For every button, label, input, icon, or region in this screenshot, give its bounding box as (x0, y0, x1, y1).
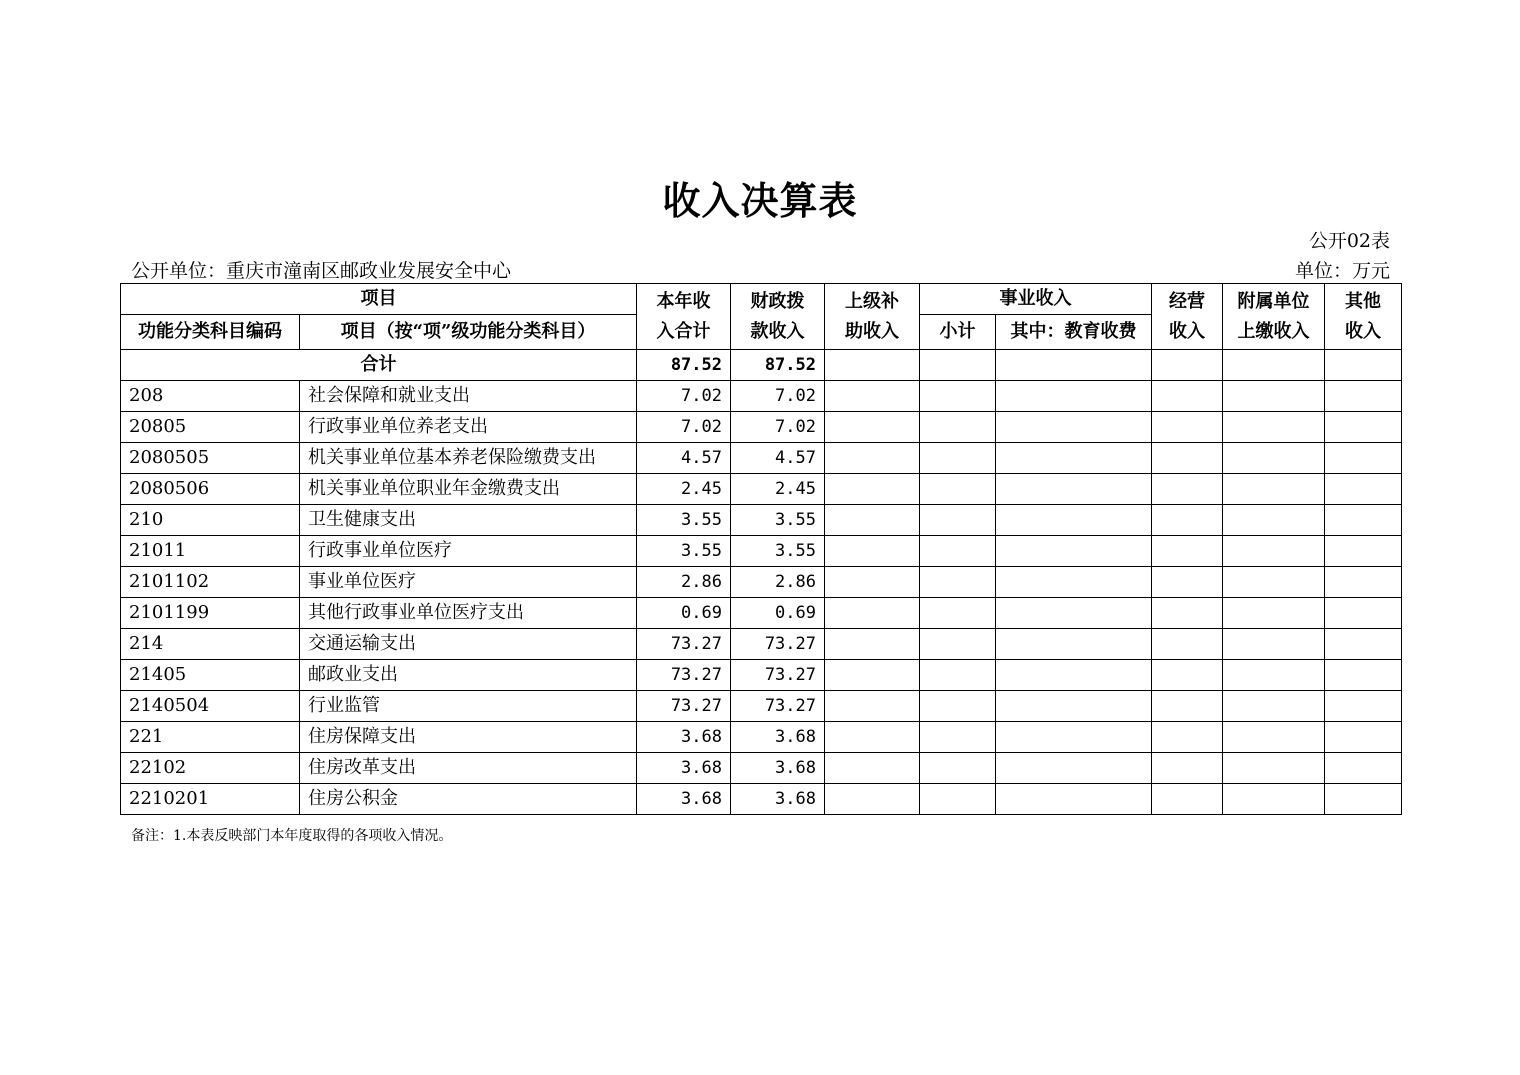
code-cell: 2080506 (121, 474, 300, 505)
empty-cell (825, 443, 920, 474)
header-affiliated-line2: 上缴收入 (1237, 320, 1310, 342)
empty-cell (1152, 753, 1223, 784)
name-cell: 其他行政事业单位医疗支出 (300, 598, 637, 629)
empty-cell (920, 598, 996, 629)
empty-cell (1152, 412, 1223, 443)
total-income-cell: 3.68 (637, 722, 731, 753)
empty-cell (920, 536, 996, 567)
table-row (121, 598, 1402, 629)
code-cell: 210 (121, 505, 300, 536)
empty-cell (996, 505, 1152, 536)
empty-cell (920, 443, 996, 474)
empty-cell (996, 412, 1152, 443)
empty-cell (1152, 350, 1223, 381)
empty-cell (1325, 536, 1402, 567)
empty-cell (825, 536, 920, 567)
income-table (120, 283, 1402, 815)
fiscal-income-cell: 0.69 (731, 598, 825, 629)
header-business-subtotal: 小计 (920, 315, 996, 350)
header-other-line2: 收入 (1345, 320, 1381, 342)
empty-cell (1325, 691, 1402, 722)
name-cell: 行政事业单位养老支出 (300, 412, 637, 443)
code-cell: 208 (121, 381, 300, 412)
empty-cell (920, 381, 996, 412)
table-header (121, 284, 1402, 350)
empty-cell (920, 474, 996, 505)
empty-cell (996, 629, 1152, 660)
code-cell: 22102 (121, 753, 300, 784)
total-income-cell: 3.55 (637, 505, 731, 536)
empty-cell (1152, 443, 1223, 474)
total-income-cell: 7.02 (637, 412, 731, 443)
name-cell: 住房公积金 (300, 784, 637, 815)
empty-cell (920, 784, 996, 815)
fiscal-income-cell: 3.68 (731, 722, 825, 753)
name-cell: 住房保障支出 (300, 722, 637, 753)
code-cell: 21011 (121, 536, 300, 567)
table-row (121, 536, 1402, 567)
fiscal-income-cell: 3.55 (731, 536, 825, 567)
currency-unit: 单位：万元 (1294, 260, 1390, 282)
header-operating-line1: 经营 (1169, 290, 1205, 312)
empty-cell (1152, 474, 1223, 505)
form-number: 公开02表 (1308, 230, 1390, 252)
header-fiscal-line1: 财政拨 (750, 290, 805, 312)
total-income-cell: 0.69 (637, 598, 731, 629)
empty-cell (1325, 474, 1402, 505)
name-cell: 卫生健康支出 (300, 505, 637, 536)
header-affiliated-line1: 附属单位 (1237, 290, 1310, 312)
header-operating-line2: 收入 (1169, 320, 1205, 342)
empty-cell (1223, 691, 1325, 722)
empty-cell (1325, 505, 1402, 536)
name-cell: 事业单位医疗 (300, 567, 637, 598)
empty-cell (920, 753, 996, 784)
table-row (121, 474, 1402, 505)
empty-cell (825, 474, 920, 505)
name-cell: 住房改革支出 (300, 753, 637, 784)
empty-cell (996, 753, 1152, 784)
total-income-cell: 7.02 (637, 381, 731, 412)
table-row (121, 691, 1402, 722)
reporting-unit: 公开单位：重庆市潼南区邮政业发展安全中心 (131, 260, 512, 282)
header-operating-income (1152, 284, 1223, 350)
empty-cell (1152, 567, 1223, 598)
empty-cell (1152, 691, 1223, 722)
table-row (121, 412, 1402, 443)
code-cell: 2080505 (121, 443, 300, 474)
empty-cell (1223, 660, 1325, 691)
fiscal-income-cell: 7.02 (731, 381, 825, 412)
fiscal-income-cell: 3.68 (731, 784, 825, 815)
code-cell: 214 (121, 629, 300, 660)
header-item: 项目 (121, 284, 637, 315)
empty-cell (825, 784, 920, 815)
header-name: 项目（按“项”级功能分类科目） (300, 315, 637, 350)
empty-cell (1325, 443, 1402, 474)
total-income-cell: 3.55 (637, 536, 731, 567)
empty-cell (1223, 474, 1325, 505)
empty-cell (996, 443, 1152, 474)
empty-cell (1325, 412, 1402, 443)
total-income-cell: 3.68 (637, 784, 731, 815)
empty-cell (996, 691, 1152, 722)
empty-cell (825, 567, 920, 598)
empty-cell (1223, 350, 1325, 381)
empty-cell (825, 722, 920, 753)
header-fiscal-income (731, 284, 825, 350)
empty-cell (1152, 381, 1223, 412)
total-income-cell: 2.86 (637, 567, 731, 598)
empty-cell (1152, 722, 1223, 753)
empty-cell (1223, 505, 1325, 536)
header-superior-line2: 助收入 (845, 320, 899, 342)
empty-cell (996, 350, 1152, 381)
code-cell: 2101199 (121, 598, 300, 629)
empty-cell (920, 629, 996, 660)
code-cell: 20805 (121, 412, 300, 443)
empty-cell (1325, 567, 1402, 598)
total-row (121, 350, 1402, 381)
empty-cell (825, 691, 920, 722)
empty-cell (1325, 381, 1402, 412)
fiscal-income-cell: 2.45 (731, 474, 825, 505)
empty-cell (996, 784, 1152, 815)
code-cell: 2101102 (121, 567, 300, 598)
empty-cell (920, 567, 996, 598)
total-income-cell: 73.27 (637, 691, 731, 722)
name-cell: 行业监管 (300, 691, 637, 722)
total-income-cell: 2.45 (637, 474, 731, 505)
code-cell: 21405 (121, 660, 300, 691)
header-total-line2: 入合计 (656, 320, 711, 342)
name-cell: 社会保障和就业支出 (300, 381, 637, 412)
table-row (121, 381, 1402, 412)
empty-cell (825, 381, 920, 412)
empty-cell (1325, 598, 1402, 629)
table-row (121, 629, 1402, 660)
empty-cell (825, 412, 920, 443)
empty-cell (1325, 629, 1402, 660)
empty-cell (1325, 722, 1402, 753)
header-total-line1: 本年收 (656, 290, 711, 312)
empty-cell (920, 412, 996, 443)
empty-cell (1223, 722, 1325, 753)
empty-cell (996, 381, 1152, 412)
empty-cell (996, 474, 1152, 505)
fiscal-income-cell: 4.57 (731, 443, 825, 474)
name-cell: 交通运输支出 (300, 629, 637, 660)
empty-cell (920, 350, 996, 381)
empty-cell (920, 660, 996, 691)
empty-cell (1223, 629, 1325, 660)
empty-cell (1223, 381, 1325, 412)
fiscal-income-cell: 3.55 (731, 505, 825, 536)
name-cell: 行政事业单位医疗 (300, 536, 637, 567)
fiscal-income-cell: 7.02 (731, 412, 825, 443)
header-superior-line1: 上级补 (845, 290, 899, 312)
fiscal-income-cell: 3.68 (731, 753, 825, 784)
total-income-cell: 3.68 (637, 753, 731, 784)
table-row (121, 784, 1402, 815)
fiscal-income-cell: 73.27 (731, 660, 825, 691)
total-income-cell: 73.27 (637, 629, 731, 660)
header-other-line1: 其他 (1345, 290, 1381, 312)
empty-cell (1152, 660, 1223, 691)
table-row (121, 660, 1402, 691)
table-row (121, 567, 1402, 598)
header-affiliated-income (1223, 284, 1325, 350)
total-income-cell: 73.27 (637, 660, 731, 691)
page-title: 收入决算表 (662, 178, 858, 223)
header-business-edu: 其中：教育收费 (996, 315, 1152, 350)
empty-cell (996, 598, 1152, 629)
header-superior-subsidy (825, 284, 920, 350)
empty-cell (996, 536, 1152, 567)
fiscal-income-cell: 73.27 (731, 629, 825, 660)
code-cell: 2140504 (121, 691, 300, 722)
empty-cell (1152, 505, 1223, 536)
empty-cell (1152, 598, 1223, 629)
header-other-income (1325, 284, 1402, 350)
empty-cell (1152, 784, 1223, 815)
total-income-cell: 4.57 (637, 443, 731, 474)
table-row (121, 443, 1402, 474)
total-fiscal-cell: 87.52 (731, 350, 825, 381)
header-total-income (637, 284, 731, 350)
name-cell: 邮政业支出 (300, 660, 637, 691)
empty-cell (1152, 629, 1223, 660)
empty-cell (996, 660, 1152, 691)
footnote: 备注：1.本表反映部门本年度取得的各项收入情况。 (131, 828, 453, 844)
empty-cell (1325, 753, 1402, 784)
empty-cell (920, 691, 996, 722)
empty-cell (825, 629, 920, 660)
empty-cell (920, 722, 996, 753)
table-row (121, 753, 1402, 784)
empty-cell (1223, 784, 1325, 815)
empty-cell (1223, 412, 1325, 443)
empty-cell (1223, 598, 1325, 629)
header-code: 功能分类科目编码 (121, 315, 300, 350)
code-cell: 221 (121, 722, 300, 753)
empty-cell (825, 753, 920, 784)
empty-cell (825, 505, 920, 536)
table-body (121, 350, 1402, 815)
empty-cell (1152, 536, 1223, 567)
header-fiscal-line2: 款收入 (750, 320, 805, 342)
total-label: 合计 (121, 350, 637, 381)
empty-cell (1223, 536, 1325, 567)
header-business-income: 事业收入 (920, 284, 1152, 315)
empty-cell (825, 598, 920, 629)
empty-cell (920, 505, 996, 536)
empty-cell (1223, 567, 1325, 598)
empty-cell (1325, 350, 1402, 381)
empty-cell (1223, 753, 1325, 784)
fiscal-income-cell: 2.86 (731, 567, 825, 598)
empty-cell (996, 722, 1152, 753)
empty-cell (1223, 443, 1325, 474)
total-income-cell: 87.52 (637, 350, 731, 381)
name-cell: 机关事业单位职业年金缴费支出 (300, 474, 637, 505)
table-row (121, 722, 1402, 753)
empty-cell (996, 567, 1152, 598)
empty-cell (825, 660, 920, 691)
name-cell: 机关事业单位基本养老保险缴费支出 (300, 443, 637, 474)
empty-cell (1325, 660, 1402, 691)
code-cell: 2210201 (121, 784, 300, 815)
empty-cell (1325, 784, 1402, 815)
fiscal-income-cell: 73.27 (731, 691, 825, 722)
table-row (121, 505, 1402, 536)
empty-cell (825, 350, 920, 381)
